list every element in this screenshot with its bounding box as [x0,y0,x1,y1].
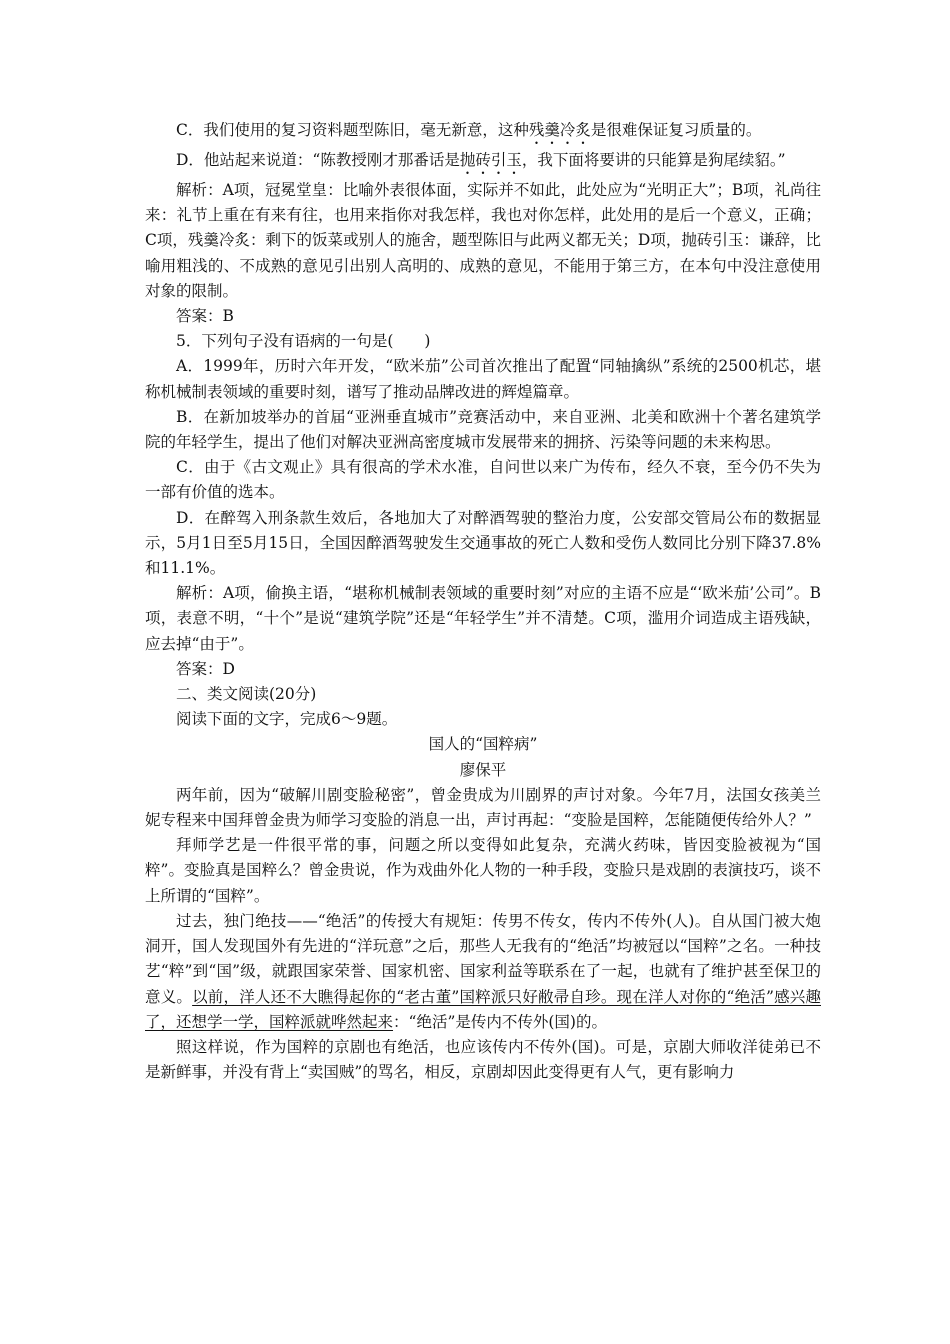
article-paragraph: 两年前，因为“破解川剧变脸秘密”，曾金贵成为川剧界的声讨对象。今年7月，法国女孩美兰妮专程来中国拜曾金贵为师学习变脸的消息一出，声讨再起：“变脸是国粹，怎能随便传给外人？” [145,785,821,830]
q5-option-a: A．1999年，历时六年开发，“欧米茄”公司首次推出了配置“同轴擒纵”系统的2500机芯，堪称机械制表领域的重要时刻，谱写了推动品牌改进的辉煌篇章。 [145,357,821,401]
underlined-sentence: 以前，洋人还不大瞧得起你的“老古董”国粹派只好敝帚自珍。现在洋人对你的“绝活”感兴趣了，还想学一学，国粹派就哗然起来 [145,987,821,1031]
q5-option-b: B．在新加坡举办的首届“亚洲垂直城市”竞赛活动中，来自亚洲、北美和欧洲十个著名建筑学院的年轻学生，提出了他们对解决亚洲高密度城市发展带来的拥挤、污染等问题的未来构思。 [145,407,821,452]
q5-stem: 5．下列句子没有语病的一句是( ) [176,332,431,351]
q5-analysis: 解析：A项，偷换主语，“堪称机械制表领域的重要时刻”对应的主语不应是“‘欧米茄’公司”。B项，表意不明，“十个”是说“建筑学院”还是“年轻学生”并不清楚。C项，滥用介词造成主语残缺，应去掉“由于”。 [145,584,821,653]
emphasized-idiom: 抛砖引玉 [459,151,522,169]
q5-option-d: D．在醉驾入刑条款生效后，各地加大了对醉酒驾驶的整治力度，公安部交管局公布的数据显示，5月1日至5月15日，全国因醉酒驾驶发生交通事故的死亡人数和受伤人数同比分别下降37.8%和11.1%。 [145,508,821,578]
article-paragraph: 拜师学艺是一件很平常的事，问题之所以变得如此复杂，充满火药味，皆因变脸被视为“国粹”。变脸真是国粹么？曾金贵说，作为戏曲外化人物的一种手段，变脸只是戏剧的表演技巧，谈不上所谓的“国粹”。 [145,836,821,905]
document-page [145,118,821,1085]
q5-answer: 答案：D [176,659,235,678]
article-paragraph: 照这样说，作为国粹的京剧也有绝活，也应该传内不传外(国)。可是，京剧大师收洋徒弟已不是新鲜事，并没有背上“卖国贼”的骂名，相反，京剧却因此变得更有人气，更有影响力 [145,1037,821,1082]
q4-answer: 答案：B [176,307,234,326]
q4-option-d: D．他站起来说道：“陈教授刚才那番话是抛砖引玉，我下面将要讲的只能算是狗尾续貂。” [176,151,786,169]
emphasized-idiom: 残羹冷炙 [528,121,591,139]
section-heading: 二、类文阅读(20分) [176,685,317,704]
q4-option-c: C．我们使用的复习资料题型陈旧，毫无新意，这种残羹冷炙是很难保证复习质量的。 [176,121,762,139]
article-paragraph: 过去，独门绝技——“绝活”的传授大有规矩：传男不传女，传内不传外(人)。自从国门被大炮洞开，国人发现国外有先进的“洋玩意”之后，那些人无我有的“绝活”均被冠以“国粹”之名。一种技艺“粹”到“国”级，就跟国家荣誉、国家机密、国家利益等联系在了一起，也就有了维护甚至保卫的意义。以前，洋人还不大瞧得起你的“老古董”国粹派只好敝帚自珍。现在洋人对你的“绝活”感兴趣了，还想学一学，国粹派就哗然起来：“绝活”是传内不传外(国)的。 [145,911,821,1031]
article-title: 国人的“国粹病” [428,735,538,754]
q4-analysis: 解析：A项，冠冕堂皇：比喻外表很体面，实际并不如此，此处应为“光明正大”；B项，礼尚往来：礼节上重在有来有往，也用来指你对我怎样，我也对你怎样，此处用的是后一个意义，正确；C项，残羹冷炙：剩下的饭菜或别人的施舍，题型陈旧与此两义都无关；D项，抛砖引玉：谦辞，比喻用粗浅的、不成熟的意见引出别人高明的、成熟的意见，不能用于第三方，在本句中没注意使用对象的限制。 [145,181,821,300]
article-author: 廖保平 [459,760,507,779]
q5-option-c: C．由于《古文观止》具有很高的学术水准，自问世以来广为传布，经久不衰，至今仍不失为一部有价值的选本。 [145,458,821,502]
section-instruction: 阅读下面的文字，完成6～9题。 [176,710,398,729]
